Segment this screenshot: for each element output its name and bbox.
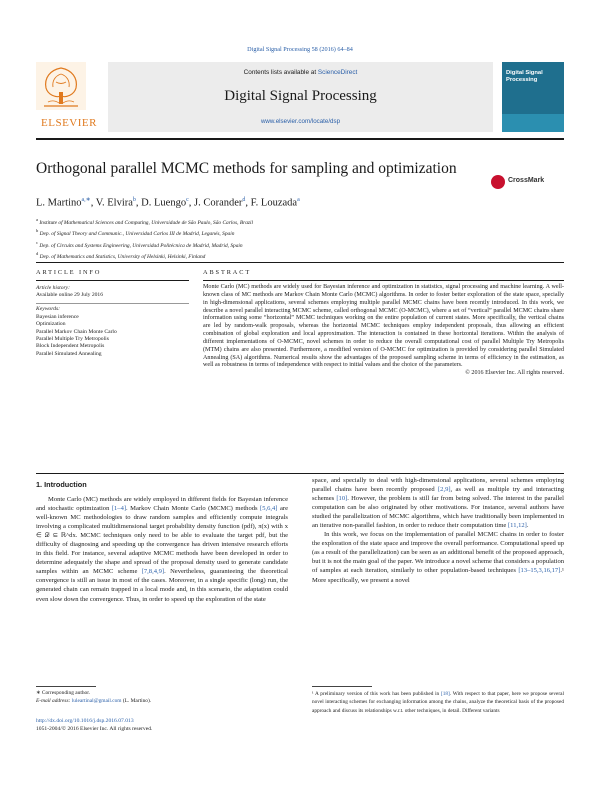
body-column-right: [312, 476, 564, 585]
author-affil-mark[interactable]: c: [186, 197, 189, 203]
corresponding-author-footnote: [36, 689, 288, 705]
footnote-rule: [312, 686, 372, 687]
author-affil-mark[interactable]: b: [132, 197, 136, 203]
email-line: [36, 697, 288, 705]
keyword-item: Parallel Simulated Annealing: [36, 350, 102, 357]
author-affil-mark[interactable]: d: [242, 197, 246, 203]
intro-paragraph: [36, 495, 288, 604]
crossmark-button[interactable]: [491, 175, 563, 191]
journal-cover-thumbnail: [502, 62, 564, 132]
keywords-label: Keywords:: [36, 306, 61, 313]
author-name: J. Corander: [194, 197, 243, 209]
text-run: . Nevertheless, guaranteeing the theoretical convergence is still an issue in most of the cases. Moreover, in a single specific (long) run, the generated chain can remain trapped in a local mode and, in this scenario, the adaptation could even slow down the convergence. Thus, in order to speed up the exploration of the state: [36, 568, 288, 603]
abstract-heading: ABSTRACT: [203, 269, 252, 276]
journal-reference[interactable]: Digital Signal Processing 58 (2016) 64–84: [247, 46, 353, 53]
affiliation-item: $^c$ Dep. of Circuits and Systems Engineering, Universidad Politécnica de Madrid, Madrid, Spain: [36, 239, 243, 249]
text-run: . With respect to that paper, here we propose several novel interacting schemes for exchanging information among the chains, analyze the theoretical basis of the proposed approach and discuss its relationships w.r.t. other techniques, in detail. Different variants: [312, 691, 564, 714]
cover-title: Digital Signal Processing: [506, 70, 543, 83]
email-label: E-mail address:: [36, 698, 71, 704]
intro-paragraph: [312, 530, 564, 584]
text-run: .: [526, 522, 529, 530]
history-value: Available online 29 July 2016: [36, 292, 104, 299]
affiliation-item: $^d$ Dep. of Mathematics and Statistics, University of Helsinki, Helsinki, Finland: [36, 251, 206, 260]
history-label: Article history:: [36, 285, 71, 291]
author-name: F. Louzada: [250, 197, 298, 209]
article-info-heading: ARTICLE INFO: [36, 269, 102, 276]
text-run: , as well as multiple try and interacting schemes: [312, 486, 565, 503]
author-affil-mark[interactable]: a: [297, 197, 300, 203]
abstract-body: [203, 284, 564, 378]
doi-link[interactable]: http://dx.doi.org/10.1016/j.dsp.2016.07.013: [36, 718, 134, 724]
citation-link[interactable]: [1–4]: [111, 505, 127, 513]
journal-url-link[interactable]: www.elsevier.com/locate/dsp: [260, 118, 341, 125]
affiliation-list: [36, 216, 564, 262]
footnote-1: [312, 690, 564, 715]
citation-link[interactable]: [18]: [440, 691, 450, 697]
contents-prefix: Contents lists available at: [243, 69, 317, 76]
text-run: are well-known MC methodologies to draw random samples and efficiently compute integrals involving a complicated multidimensional target probability density function (pdf), π(x) with x ∈ 𝒟 ⊆ ℝ^dx. MCMC techniques only need to be able to evaluate the target pdf, but the difficulty of diagnosing and speeding up the convergence has driven intensive research efforts in this field. For instance, several adaptive MCMC methods have been developed in order to determine adequately the shape and spread of the proposal density used to generate candidate samples within an MCMC scheme: [36, 505, 288, 576]
author-name: D. Luengo: [141, 197, 187, 209]
elsevier-logo: [36, 62, 102, 132]
text-run: space, and specially to deal with high-dimensional applications, several schemes employing parallel chains have been recently proposed: [312, 477, 564, 494]
elsevier-tree-icon: [36, 62, 86, 110]
sciencedirect-link[interactable]: ScienceDirect: [317, 69, 358, 76]
elsevier-wordmark: ELSEVIER: [41, 117, 97, 129]
affiliation-item: $^b$ Dep. of Signal Theory and Communic., Universidad Carlos III de Madrid, Leganés, Spain: [36, 228, 235, 238]
crossmark-icon: [491, 175, 505, 189]
article-info-separator: [36, 303, 189, 304]
journal-title: Digital Signal Processing: [224, 88, 377, 104]
footnote-rule: [36, 686, 96, 687]
abstract-text: Monte Carlo (MC) methods are widely used for Bayesian inference and optimization in statistics, signal processing and machine learning. A well-known class of MC methods are Markov Chain Monte Carlo (MCMC) algorithms. In order to foster better exploration of the state space, specially in high-dimensional applications, several schemes employing multiple parallel MCMC chains have been recently introduced. In this work, we describe a novel parallel interacting MCMC scheme, called orthogonal MCMC (O-MCMC), where a set of “vertical” parallel MCMC chains share information using some “horizontal” MCMC techniques working on the entire population of current states. More specifically, the vertical chains are led by random-walk proposals, whereas the horizontal MCMC techniques employ independent proposals, thus allowing an efficient combination of global exploration and local approximation. The interaction is contained in these horizontal iterations. Within the analysis of different implementations of O-MCMC, novel schemes in order to reduce the overall computational cost of parallel Multiple Try Metropolis (MTM) chains are also presented. Furthermore, a modified version of O-MCMC for optimization is provided by considering parallel Simulated Annealing (SA) algorithms. Numerical results show the advantages of the proposed sampling scheme in terms of efficiency in the estimation, as well as robustness in terms of independence with respect to initial values and the choice of the parameters.: [203, 284, 564, 369]
crossmark-label: CrossMark: [508, 177, 545, 184]
author-name: L. Martino: [36, 197, 82, 209]
text-run: Monte Carlo (MC) methods are widely employed in different fields for Bayesian inference and stochastic optimization: [36, 496, 288, 513]
text-run: .¹ More specifically, we present a novel: [312, 567, 564, 584]
section-divider: [36, 262, 564, 263]
keyword-item: Optimization: [36, 321, 66, 328]
body-column-left: [36, 495, 288, 604]
issn-line: 1051-2004/© 2016 Elsevier Inc. All rights reserved.: [36, 726, 153, 732]
intro-paragraph: [312, 476, 564, 530]
text-run: . Markov Chain Monte Carlo (MCMC) methods: [126, 505, 261, 513]
abstract-copyright: © 2016 Elsevier Inc. All rights reserved.: [465, 370, 564, 377]
affiliation-item: $^a$ Institute of Mathematical Sciences and Computing, Universidade de São Paulo, São Carlos, Brazil: [36, 217, 254, 226]
text-run: ¹ A preliminary version of this work has been published in: [312, 691, 441, 697]
keyword-item: Parallel Multiple Try Metropolis: [36, 335, 109, 342]
email-link[interactable]: luleartinal@gmail.com: [71, 698, 122, 704]
article-title: Orthogonal parallel MCMC methods for sampling and optimization: [36, 160, 457, 177]
corresponding-author-note: ∗ Corresponding author.: [36, 690, 91, 696]
citation-link[interactable]: [13–15,3,16,17]: [518, 567, 561, 575]
article-info-block: [36, 285, 189, 358]
author-affil-mark[interactable]: a,∗: [81, 197, 91, 203]
keyword-item: Block Independent Metropolis: [36, 343, 105, 350]
section-heading-introduction: 1. Introduction: [36, 480, 87, 489]
body-divider: [36, 473, 564, 474]
abstract-rule: [203, 280, 564, 281]
text-run: In this work, we focus on the implementation of parallel MCMC chains in order to foster the exploration of the state space and improve the overall performance. Computational speed up (as a result of the parallelization) can be seen as an additional benefit of the proposed approach, but it is not the main goal of the paper. We introduce a novel scheme that considers a population of samples at each iteration, similarly to other population-based techniques: [312, 531, 564, 575]
citation-link[interactable]: [10]: [336, 495, 348, 503]
text-run: . However, the problem is still far from being solved. The interest in the parallel computation can be also originated by other motivations. For instance, several authors have studied the parallelization of MCMC algorithms, which have traditionally been implemented in an iterative non-parallel fashion, in order to reduce their computation time: [312, 495, 564, 530]
citation-link[interactable]: [7,8,4,9]: [141, 568, 165, 576]
keyword-item: Bayesian inference: [36, 313, 79, 320]
email-suffix: (L. Martino).: [122, 698, 152, 704]
cover-band: [502, 114, 564, 132]
journal-masthead: [36, 62, 564, 132]
header-divider: [36, 138, 564, 140]
author-name: V. Elvira: [95, 197, 133, 209]
citation-link[interactable]: [11,12]: [507, 522, 527, 530]
contents-line: [108, 69, 493, 76]
author-list: L. Martino$^{a,∗}$, V. Elvira$^b$, D. Luengo$^c$, J. Corander$^d$, F. Louzada$^a$: [36, 197, 300, 209]
citation-link[interactable]: [2,9]: [437, 486, 451, 494]
keyword-item: Parallel Markov Chain Monte Carlo: [36, 328, 117, 335]
citation-link[interactable]: [5,6,4]: [260, 505, 278, 513]
article-info-rule: [36, 280, 189, 281]
journal-header-box: [108, 62, 493, 132]
